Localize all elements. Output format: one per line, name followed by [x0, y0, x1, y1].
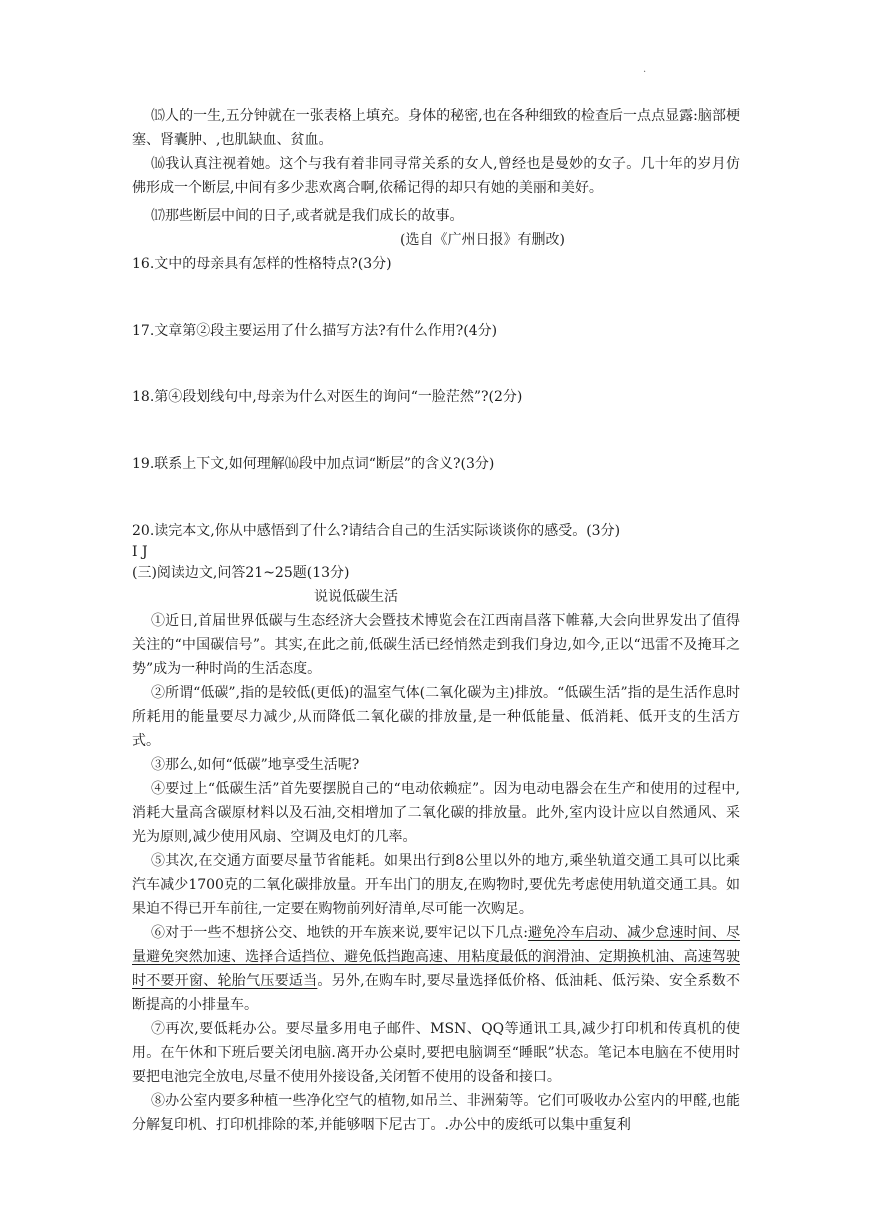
story-paragraph-17: ⒄那些断层中间的日子,或者就是我们成长的故事。	[151, 208, 464, 224]
answer-space-16	[132, 276, 740, 319]
answer-space-17	[132, 343, 740, 385]
paragraph-6-lead: ⑥对于一些不想挤公交、地铁的开车族来说,要牢记以下几点:	[151, 925, 528, 941]
question-19: 19.联系上下文,如何理解⒃段中加点词“断层”的含义?(3分)	[132, 456, 495, 472]
question-20: 20.读完本文,你从中感悟到了什么?请结合自己的生活实际谈谈你的感受。(3分)	[132, 523, 621, 539]
answer-space-19	[132, 476, 740, 519]
header-mark: .	[643, 64, 647, 75]
article-paragraph-6	[132, 921, 740, 1017]
stray-mark: I J	[132, 544, 148, 560]
article-paragraph-3: ③那么,如何“低碳”地享受生活呢?	[151, 757, 360, 773]
article-paragraph-2: ②所谓“低碳”,指的是较低(更低)的温室气体(二氧化碳为主)排放。“低碳生活”指的是生活作息时所耗用的能量要尽力减少,从而降低二氧化碳的排放量,是一种低能量、低消耗、低开支的生活方式。	[132, 685, 740, 749]
story-source: (选自《广州日报》有删改)	[400, 232, 565, 248]
story-paragraph-16: ⒃我认真注视着她。这个与我有着非同寻常关系的女人,曾经也是曼妙的女子。几十年的岁月仿佛形成一个断层,中间有多少悲欢离合啊,依稀记得的却只有她的美丽和美好。	[132, 156, 740, 196]
question-16: 16.文中的母亲具有怎样的性格特点?(3分)	[132, 256, 392, 272]
question-18: 18.第④段划线句中,母亲为什么对医生的询问“一脸茫然”?(2分)	[132, 389, 523, 405]
article-paragraph-1: ①近日,首届世界低碳与生态经济大会暨技术博览会在江西南昌落下帷幕,大会向世界发出了值得关注的“中国碳信号”。其实,在此之前,低碳生活已经悄然走到我们身边,如今,正以“迅雷不及掩耳之势”成为一种时尚的生活态度。	[132, 613, 740, 677]
article-paragraph-8: ⑧办公室内要多种植一些净化空气的植物,如吊兰、非洲菊等。它们可吸收办公室内的甲醛,也能分解复印机、打印机排除的苯,并能够咽下尼古丁。.办公中的废纸可以集中重复利	[132, 1093, 740, 1133]
answer-space-18	[132, 409, 740, 452]
document-page	[132, 104, 740, 1137]
underlined-sentence: 避免冷车启动、减少怠速时间、尽量避免突然加速、选择合适挡位、避免低挡跑高速、用粘度最低的润滑油、定期换机油、高速驾驶时不要开窗、轮胎气压要适当	[132, 925, 741, 989]
article-paragraph-7: ⑦再次,要低耗办公。要尽量多用电子邮件、MSN、QQ等通讯工具,减少打印机和传真机的使用。在午休和下班后要关闭电脑.离开办公桌时,要把电脑调至“睡眠”状态。笔记本电脑在不使用时要把电池完全放电,尽量不使用外接设备,关闭暂不使用的设备和接口。	[132, 1021, 740, 1085]
section-3-heading: (三)阅读边文,问答21~25题(13分)	[132, 565, 350, 581]
story-paragraph-15: ⒂人的一生,五分钟就在一张表格上填充。身体的秘密,也在各种细致的检查后一点点显露:脑部梗塞、肾囊肿、,也肌缺血、贫血。	[132, 108, 740, 148]
article-paragraph-4: ④要过上“低碳生活”首先要摆脱自己的“电动依赖症”。因为电动电器会在生产和使用的过程中,消耗大量高含碳原材料以及石油,交相增加了二氧化碳的排放量。此外,室内设计应以自然通风、采光为原则,减少使用风扇、空调及电灯的几率。	[132, 781, 740, 845]
article-paragraph-5: ⑤其次,在交通方面要尽量节省能耗。如果出行到8公里以外的地方,乘坐轨道交通工具可以比乘汽车减少1700克的二氧化碳排放量。开车出门的朋友,在购物时,要优先考虑使用轨道交通工具。如果迫不得已开车前往,一定要在购物前列好清单,尽可能一次购足。	[132, 853, 740, 917]
paragraph-6-tail: 。另外,在购车时,要尽量选择低价格、低油耗、低污染、安全系数不断提高的小排量车。	[132, 973, 740, 1013]
question-17: 17.文章第②段主要运用了什么描写方法?有什么作用?(4分)	[132, 323, 498, 339]
article-title: 说说低碳生活	[314, 589, 398, 605]
